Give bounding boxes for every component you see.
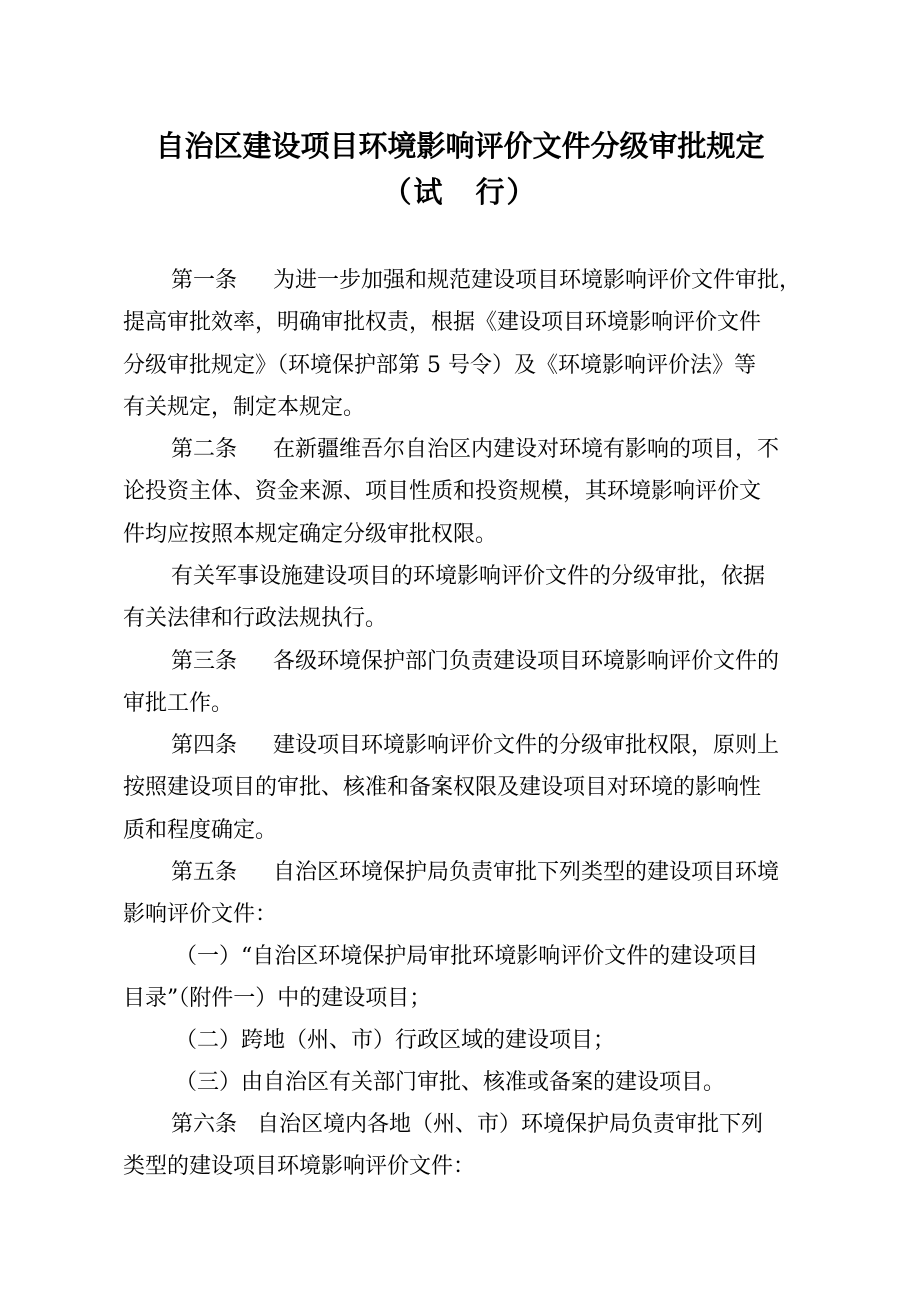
article-1-label: 第一条 <box>171 268 238 293</box>
article-5-line-2: 影响评价文件： <box>123 902 278 928</box>
article-3-label: 第三条 <box>171 649 238 674</box>
article-3 <box>123 641 813 726</box>
article-2b-line-2: 有关法律和行政法规执行。 <box>123 606 388 632</box>
article-4 <box>123 725 813 852</box>
article-2-line-3: 件均应按照本规定确定分级审批权限。 <box>123 521 498 547</box>
article-5-item-2 <box>123 1020 813 1062</box>
article-5-label: 第五条 <box>171 860 238 885</box>
article-2-label: 第二条 <box>171 437 238 462</box>
article-3-line-2: 审批工作。 <box>123 691 234 717</box>
article-4-text: 建设项目环境影响评价文件的分级审批权限，原则上 <box>273 733 780 758</box>
article-1-line-3: 分级审批规定》（环境保护部第 5 号令）及《环境影响评价法》等 <box>123 352 756 378</box>
article-5-line-1 <box>123 852 813 894</box>
article-6 <box>123 1104 813 1189</box>
article-5-item-3-line-1: （三）由自治区有关部门审批、核准或备案的建设项目。 <box>175 1070 726 1095</box>
article-2b-line-1: 有关军事设施建设项目的环境影响评价文件的分级审批，依据 <box>171 564 766 589</box>
article-2 <box>123 429 813 556</box>
article-6-line-2: 类型的建设项目环境影响评价文件： <box>123 1154 476 1180</box>
article-5-item-1-line-2: 目录”（附件一）中的建设项目； <box>123 986 432 1012</box>
article-5-item-2-line-1: （二）跨地（州、市）行政区域的建设项目； <box>175 1028 616 1053</box>
article-2-text: 在新疆维吾尔自治区内建设对环境有影响的项目，不 <box>273 437 780 462</box>
article-2-line-1 <box>123 429 813 471</box>
article-5-item-3 <box>123 1062 813 1104</box>
article-6-label: 第六条 <box>171 1112 238 1137</box>
article-5-item-1 <box>123 936 813 1021</box>
article-2-line-2: 论投资主体、资金来源、项目性质和投资规模，其环境影响评价文 <box>123 479 762 505</box>
article-1-line-1 <box>123 260 813 302</box>
article-4-label: 第四条 <box>171 733 238 758</box>
document-title: 自治区建设项目环境影响评价文件分级审批规定 <box>155 129 765 163</box>
article-1-text: 为进一步加强和规范建设项目环境影响评价文件审批， <box>273 268 802 293</box>
article-2-paragraph-2 <box>123 556 813 641</box>
article-6-line-1 <box>123 1104 813 1146</box>
article-4-line-1 <box>123 725 813 767</box>
article-5-text: 自治区环境保护局负责审批下列类型的建设项目环境 <box>273 860 780 885</box>
article-6-text: 自治区境内各地（州、市）环境保护局负责审批下列 <box>257 1112 764 1137</box>
article-5 <box>123 852 813 937</box>
article-3-line-1 <box>123 641 813 683</box>
article-5-item-1-line-1: （一）“自治区环境保护局审批环境影响评价文件的建设项目 <box>175 944 759 969</box>
article-1-line-4: 有关规定，制定本规定。 <box>123 394 366 420</box>
article-4-line-3: 质和程度确定。 <box>123 817 278 843</box>
article-1 <box>123 260 813 429</box>
article-3-text: 各级环境保护部门负责建设项目环境影响评价文件的 <box>273 649 780 674</box>
article-1-line-2: 提高审批效率，明确审批权责，根据《建设项目环境影响评价文件 <box>123 310 762 336</box>
article-4-line-2: 按照建设项目的审批、核准和备案权限及建设项目对环境的影响性 <box>123 775 762 801</box>
document-subtitle: （试 行） <box>382 175 538 209</box>
